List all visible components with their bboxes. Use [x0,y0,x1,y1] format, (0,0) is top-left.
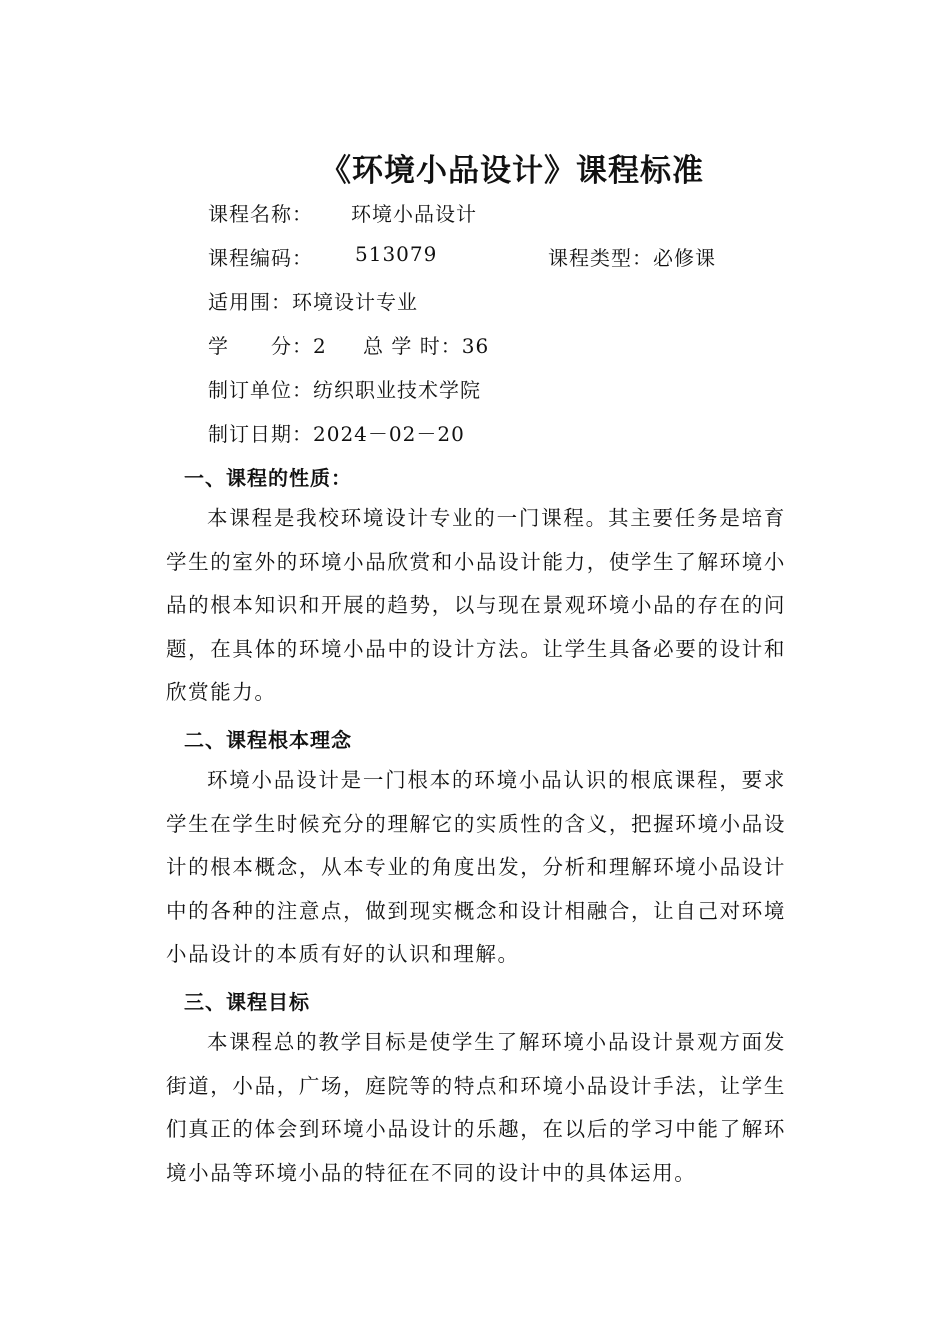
course-type: 课程类型：必修课 [548,246,716,270]
course-name-value: 环境小品设计 [351,202,477,226]
course-name-label: 课程名称： [208,202,313,226]
document-title: 《环境小品设计》课程标准 [320,153,704,189]
course-name-row [208,198,477,227]
hours-label: 总 学 时：36 [363,334,490,358]
scope-row: 适用围：环境设计专业 [208,290,418,314]
section-body-concept: 环境小品设计是一门根本的环境小品认识的根底课程，要求学生在学生时候充分的理解它的实质性的含义，把握环境小品设计的根本概念，从本专业的角度出发，分析和理解环境小品设计中的各种的注意点，做到现实概念和设计相融合，让自己对环境小品设计的本质有好的认识和理解。 [166,768,786,966]
section-body-nature: 本课程是我校环境设计专业的一门课程。其主要任务是培育学生的室外的环境小品欣赏和小品设计能力，使学生了解环境小品的根本知识和开展的趋势，以与现在景观环境小品的存在的问题，在具体的环境小品中的设计方法。让学生具备必要的设计和欣赏能力。 [166,506,786,704]
section-heading-goals: 三、课程目标 [184,990,310,1014]
section-body-goals: 本课程总的教学目标是使学生了解环境小品设计景观方面发街道，小品，广场，庭院等的特点和环境小品设计手法，让学生们真正的体会到环境小品设计的乐趣，在以后的学习中能了解环境小品等环境小品的特征在不同的设计中的具体运用。 [166,1030,786,1185]
course-code-row [208,242,716,271]
credit-label: 学 分：2 [208,334,327,358]
credit-hours-row [208,330,490,359]
date-row: 制订日期：2024－02－20 [208,422,465,446]
unit-row: 制订单位：纺织职业技术学院 [208,378,481,402]
section-heading-concept: 二、课程根本理念 [184,728,352,752]
course-code-value: 513079 [355,242,438,266]
section-heading-nature: 一、课程的性质： [184,466,352,490]
course-code-label: 课程编码： [208,246,313,270]
